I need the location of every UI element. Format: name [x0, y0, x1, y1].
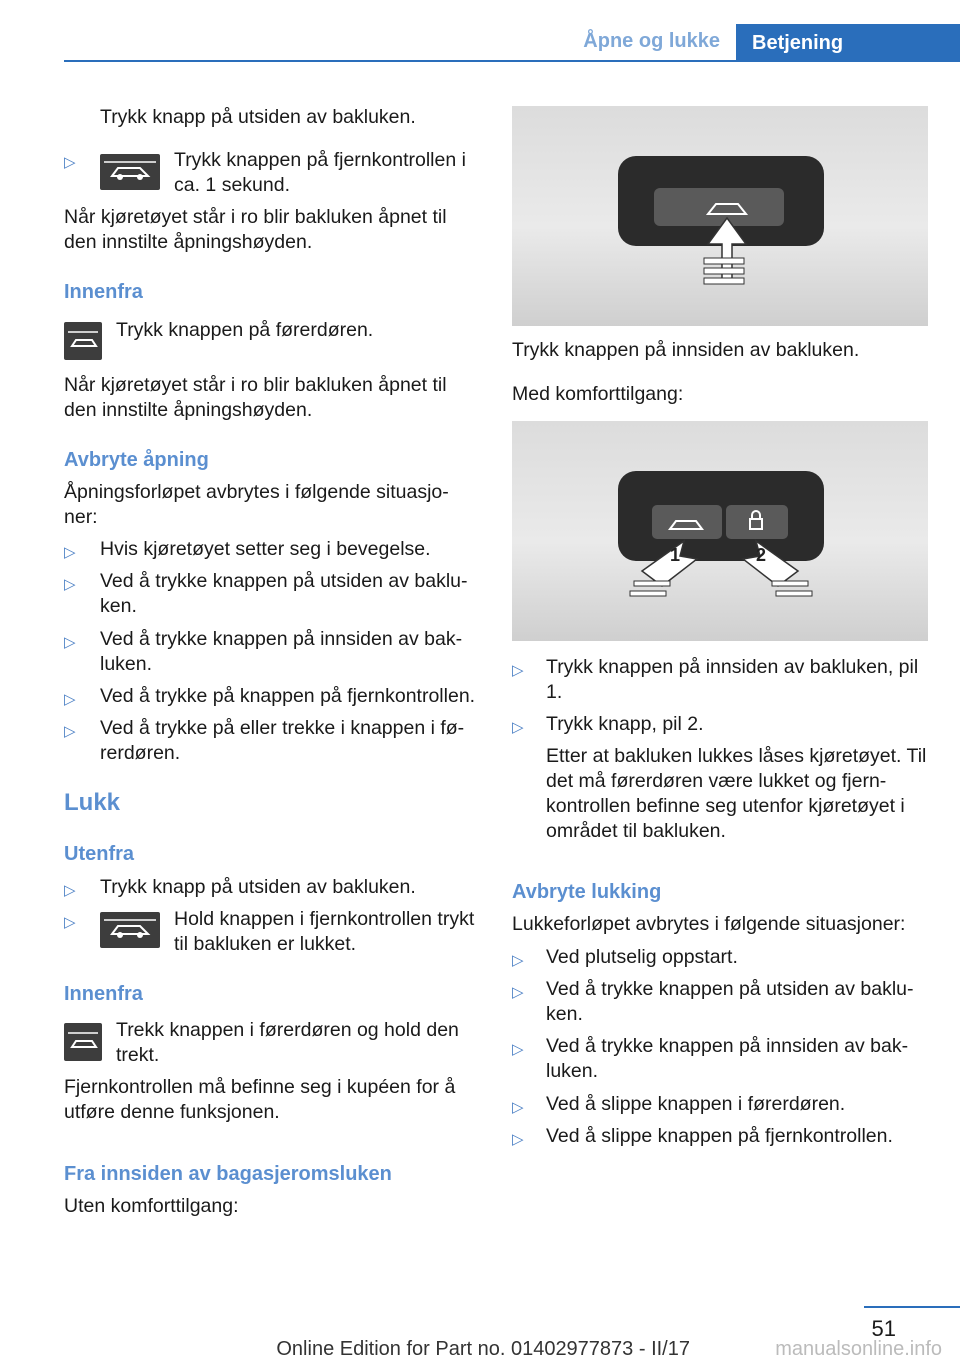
header-rule: [64, 60, 960, 62]
bullet-icon: ▷: [512, 1131, 524, 1148]
footer-rule: [864, 1306, 960, 1308]
paragraph: Trykk knappen på førerdøren.: [116, 319, 374, 341]
list-item: Ved å slippe knappen i førerdøren.: [546, 1093, 846, 1115]
bullet-icon: ▷: [64, 544, 76, 561]
comfort-access-buttons-photo: [512, 421, 928, 641]
arrow-label-2: 2: [756, 545, 767, 565]
bullet-icon: ▷: [64, 914, 76, 931]
list-item: Ved å trykke knappen på innsiden av bak- luken.: [100, 628, 463, 675]
section-heading: Fra innsiden av bagasjeromsluken: [64, 1163, 392, 1185]
list-item: Trykk knappen på innsiden av bakluken, pil 1.: [546, 656, 919, 703]
car-remote-icon: [100, 912, 160, 948]
paragraph: Lukkeforløpet avbrytes i følgende situasjoner:: [512, 913, 906, 935]
tailgate-button-photo: [512, 106, 928, 326]
bullet-icon: ▷: [512, 952, 524, 969]
bullet-icon: ▷: [512, 662, 524, 679]
paragraph: Åpningsforløpet avbrytes i følgende situasjo- ner:: [64, 481, 449, 528]
section-heading: Innenfra: [64, 983, 143, 1005]
list-item: Ved å trykke på eller trekke i knappen i fø- rerdøren.: [100, 717, 465, 764]
bullet-icon: ▷: [64, 691, 76, 708]
header-tab: Betjening: [736, 24, 960, 62]
header-section: Åpne og lukke: [583, 30, 720, 52]
list-item: Ved å trykke knappen på innsiden av bak- luken.: [546, 1035, 909, 1082]
list-item: Ved å trykke knappen på utsiden av baklu- ken.: [100, 570, 468, 617]
bullet-icon: ▷: [64, 634, 76, 651]
bullet-icon: ▷: [64, 723, 76, 740]
paragraph: Uten komforttilgang:: [64, 1195, 239, 1217]
car-remote-icon: [100, 154, 160, 190]
bullet-icon: ▷: [512, 1099, 524, 1116]
paragraph: Med komforttilgang:: [512, 383, 684, 405]
page-header: [0, 0, 960, 62]
list-item-detail: Etter at bakluken lukkes låses kjøretøyet. Til det må førerdøren være lukket og fjern- kontrollen befinne seg utenfor kjøretøyet i området til bakluken.: [546, 745, 927, 842]
list-item: Ved å trykke knappen på utsiden av baklu- ken.: [546, 978, 914, 1025]
arrow-label-1: 1: [670, 545, 681, 565]
section-heading: Innenfra: [64, 281, 143, 303]
chapter-heading: Lukk: [64, 789, 121, 816]
list-item: Ved å slippe knappen på fjernkontrollen.: [546, 1125, 893, 1147]
section-heading: Avbryte lukking: [512, 881, 662, 903]
photo-caption: Trykk knappen på innsiden av bakluken.: [512, 339, 860, 361]
paragraph: Trekk knappen i førerdøren og hold den trekt.: [116, 1019, 459, 1066]
bullet-icon: ▷: [512, 719, 524, 736]
list-item: Hvis kjøretøyet setter seg i bevegelse.: [100, 538, 431, 560]
bullet-text: Trykk knappen på fjernkontrollen i ca. 1 sekund.: [174, 149, 466, 196]
bullet-icon: ▷: [64, 882, 76, 899]
list-item: Ved plutselig oppstart.: [546, 946, 738, 968]
list-item: Ved å trykke på knappen på fjernkontrollen.: [100, 685, 476, 707]
bullet-icon: ▷: [512, 1041, 524, 1058]
section-heading: Utenfra: [64, 843, 135, 865]
paragraph: Trykk knapp på utsiden av bakluken.: [100, 106, 416, 128]
list-item: Trykk knapp, pil 2.: [546, 713, 704, 735]
bullet-icon: ▷: [512, 984, 524, 1001]
section-heading: Avbryte åpning: [64, 449, 209, 471]
bullet-icon: ▷: [64, 154, 76, 171]
list-item: Hold knappen i fjernkontrollen trykt til bakluken er lukket.: [174, 908, 475, 955]
bullet-icon: ▷: [64, 576, 76, 593]
paragraph: Fjernkontrollen må befinne seg i kupéen for å utføre denne funksjonen.: [64, 1076, 456, 1123]
list-item: Trykk knapp på utsiden av bakluken.: [100, 876, 416, 898]
paragraph: Når kjøretøyet står i ro blir bakluken åpnet til den innstilte åpningshøyden.: [64, 374, 447, 421]
tailgate-button-icon: [64, 322, 102, 360]
page-number: 51: [871, 1316, 896, 1341]
paragraph: Når kjøretøyet står i ro blir bakluken åpnet til den innstilte åpningshøyden.: [64, 206, 447, 253]
tailgate-button-icon: [64, 1023, 102, 1061]
edition-note: Online Edition for Part no. 01402977873 - II/17: [276, 1338, 690, 1360]
watermark: manualsonline.info: [775, 1338, 942, 1360]
